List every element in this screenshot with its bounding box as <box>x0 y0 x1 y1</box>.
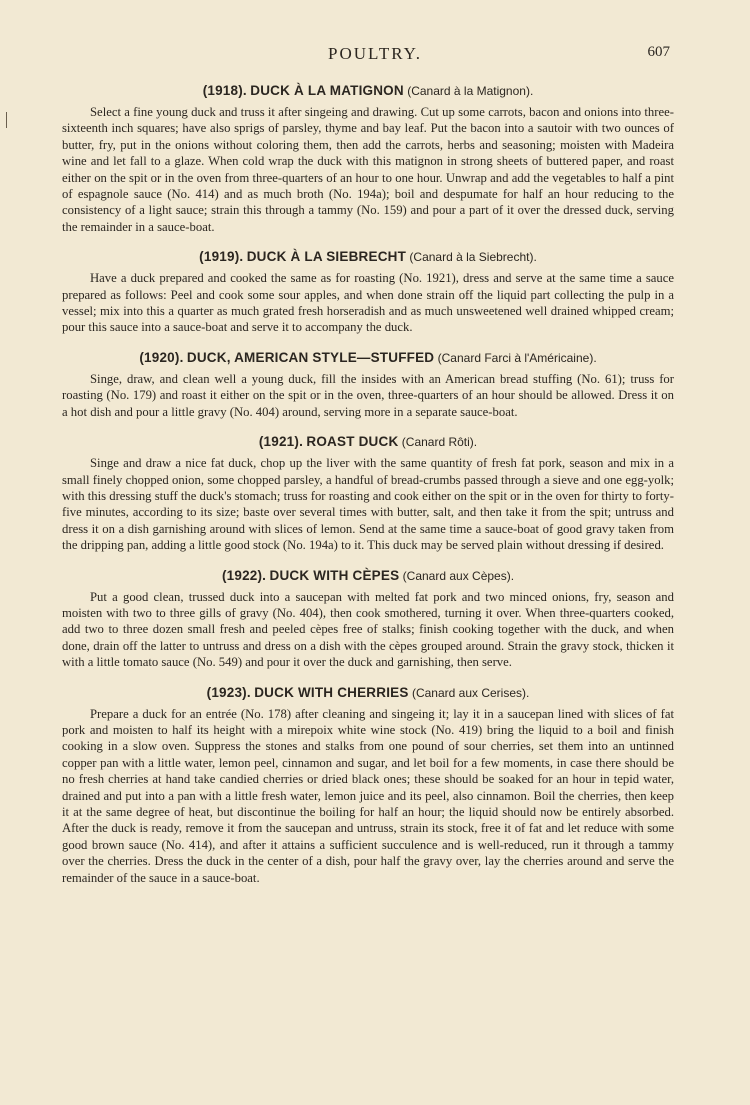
recipe-number: (1920). <box>139 349 184 365</box>
recipe-french-name: (Canard aux Cerises). <box>411 685 530 700</box>
recipe-1918 <box>62 82 674 235</box>
recipe-1923 <box>62 684 674 886</box>
page-number: 607 <box>647 44 670 60</box>
recipe-heading <box>62 349 674 367</box>
recipe-name: DUCK WITH CHERRIES <box>254 684 409 700</box>
recipe-name: DUCK À LA MATIGNON <box>250 83 404 98</box>
recipe-name: ROAST DUCK <box>306 434 399 450</box>
recipe-french-name: (Canard Rôti). <box>401 435 478 450</box>
recipe-text: Prepare a duck for an entrée (No. 178) after cleaning and singeing it; lay it in a saucepan lined with slices of fat pork and moisten to half its height with a mirepoix white wine stock (No. 419) bring the liquid to a boil and finish cooking in a slow oven. Suppress the stones and stalks from one pound of sour cherries, set them into an untinned copper pan with a little water, lemon peel, cinnamon and sugar, and let boil for a few moments, in case there should be no fresh cherries at hand take candied cherries or dried black ones; these should be soaked for an hour in tepid water, drained and put into a pan with a little fresh water, lemon juice and its peel, also cinnamon. Boil the cherries, then keep it at the same degree of heat, but discontinue the boiling for half an hour; the liquid should now be entirely absorbed. After the duck is ready, remove it from the saucepan and untruss, strain its stock, free it of fat and let reduce with some good brown sauce (No. 414), and after it attains a sufficient succulence and is well-reduced, run it through a tammy over the cherries. Dress the duck in the center of a dish, pour half the gravy over, lay the cherries around and serve the remainder of the sauce in a sauce-boat. <box>62 706 674 885</box>
recipe-name: DUCK À LA SIEBRECHT <box>246 249 407 265</box>
running-title: POULTRY. <box>328 44 422 63</box>
recipe-number: (1923). <box>206 684 251 700</box>
recipe-heading <box>62 567 674 585</box>
recipe-text: Singe and draw a nice fat duck, chop up the liver with the same quantity of fresh fat pork, season and mix in a small finely chopped onion, some chopped parsley, a handful of bread-crumbs passed through a sieve and one egg-yolk; with this dressing stuff the duck's stomach; truss for roasting and cook either on the spit or in the oven for thirty to forty-five minutes, according to its size; baste over several times with butter, salt, and then take it from the spit; untruss and dress it on a dish garnishing around with slices of lemon. Send at the same time a sauce-boat of good gravy taken from the dripping pan, adding a little good stock (No. 194a) to it. This duck may be served plain without dressing if desired. <box>62 456 675 553</box>
recipe-heading <box>62 433 674 451</box>
recipe-french-name: (Canard Farci à l'Américaine). <box>437 350 597 365</box>
recipe-text: Select a fine young duck and truss it after singeing and drawing. Cut up some carrots, bacon and onions into three-sixteenth inch squares; have also sprigs of parsley, thyme and bay leaf. Put the bacon into a sautoir with two ounces of butter, fry, put in the onions without coloring them, then add the carrots, herbs and seasoning; moisten with Madeira wine and let fall to a glaze. When cold wrap the duck with this matignon in strong sheets of buttered paper, and roast either on the spit or in the oven from three-quarters of an hour to one hour. Unwrap and add the vegetables to half a pint of espagnole sauce (No. 414) and as much broth (No. 194a); boil and despumate for half an hour reducing to the consistency of a light sauce; strain this through a tammy (No. 159) and pour a part of it over the dressed duck, serving the remainder in a sauce-boat. <box>62 105 674 234</box>
recipe-1920 <box>62 349 674 420</box>
recipe-text: Have a duck prepared and cooked the same as for roasting (No. 1921), dress and serve at the same time a sauce prepared as follows: Peel and cook some sour apples, and when done strain off the liquid part collecting the pulp in a vessel; mix into this a quarter as much grated fresh horseradish and as much unsweetened well drained whipped cream; pour this sauce into a sauce-boat and serve it to accompany the duck. <box>62 271 674 335</box>
recipe-name: DUCK, AMERICAN STYLE—STUFFED <box>186 349 435 365</box>
recipe-heading <box>62 684 674 702</box>
recipe-heading <box>62 248 674 266</box>
recipe-1919 <box>62 248 674 336</box>
recipe-1921 <box>62 433 674 553</box>
margin-mark <box>6 112 7 128</box>
recipe-number: (1918). <box>202 83 247 98</box>
recipe-name: DUCK WITH CÈPES <box>269 567 400 583</box>
recipe-number: (1919). <box>199 249 244 265</box>
recipe-number: (1921). <box>258 434 304 450</box>
page-content <box>62 82 674 899</box>
recipe-text: Put a good clean, trussed duck into a saucepan with melted fat pork and two minced onions, fry, season and moisten with two to three gills of gravy (No. 404), then cook smothered, turning it over. When three-quarters cooked, add two to three dozen small fresh and peeled cèpes free of stalks; finish cooking together with the duck, and when done, drain off the latter to untruss and dress on a dish with the cèpes grouped around. Strain the gravy stock, thicken it with a little tomato sauce (No. 549) and pour it over the duck and garnishing, then serve. <box>62 589 674 670</box>
recipe-french-name: (Canard aux Cèpes). <box>402 568 515 583</box>
recipe-heading <box>62 82 674 100</box>
recipe-number: (1922). <box>221 567 267 583</box>
recipe-1922 <box>62 567 674 671</box>
recipe-french-name: (Canard à la Siebrecht). <box>409 250 537 265</box>
recipe-text: Singe, draw, and clean well a young duck, fill the insides with an American bread stuffing (No. 61); truss for roasting (No. 179) and roast it either on the spit or in the oven, three-quarters of an hour should be allowed. Dress it on a hot dish and pour a little gravy (No. 404) around, serving more in a separate sauce-boat. <box>62 371 674 419</box>
running-header <box>0 44 750 68</box>
recipe-french-name: (Canard à la Matignon). <box>407 84 534 98</box>
